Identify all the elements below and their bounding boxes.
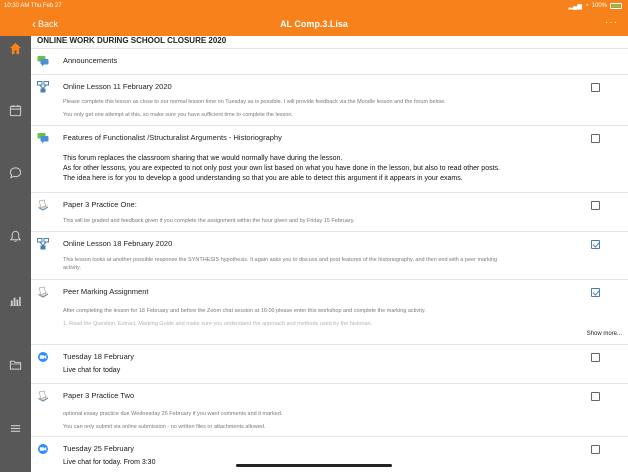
activity-announcements[interactable]: [31, 48, 628, 74]
chevron-left-icon: ‹: [32, 17, 36, 31]
activity-lesson-11-feb[interactable]: [31, 74, 628, 125]
activity-description: 1. Read the Question, Extract, Marking Guide and make sure you understand the approach and methods used by the historian.: [63, 321, 373, 327]
lesson-icon: [37, 80, 49, 92]
completion-checkbox[interactable]: [591, 392, 600, 401]
assignment-icon: [37, 198, 49, 210]
activity-description: You can only submit via online submission - no written files or attachments allowed.: [63, 424, 266, 430]
more-options-button[interactable]: ···: [605, 17, 618, 28]
calendar-icon[interactable]: [9, 104, 22, 117]
notifications-icon[interactable]: [9, 230, 22, 243]
forum-icon: [37, 54, 49, 66]
battery-percent: 100%: [591, 3, 607, 9]
activity-lesson-18-feb[interactable]: [31, 231, 628, 279]
messages-icon[interactable]: [9, 166, 22, 179]
completion-checkbox[interactable]: [591, 83, 600, 92]
back-label: Back: [38, 19, 59, 29]
activity-description: As for other lessons, you are expected to not only post your own list based on what you have done in the lesson, but also to read other posts.: [63, 165, 500, 172]
completion-checkbox[interactable]: [591, 201, 600, 210]
home-icon[interactable]: [9, 42, 22, 55]
nav-bar: [0, 12, 628, 36]
chat-icon: [37, 442, 49, 454]
show-more-link[interactable]: Show more...: [586, 331, 622, 337]
activity-title: Tuesday 18 February: [63, 352, 135, 361]
activity-description: This forum replaces the classroom sharing that we would normally have during the lesson.: [63, 155, 343, 162]
signal-icon: ▂▄▆: [568, 3, 583, 10]
sidebar: [0, 36, 31, 472]
activity-title: Online Lesson 11 February 2020: [63, 82, 172, 91]
activity-description: You only get one attempt at this, so make sure you have sufficient time to complete the lesson.: [63, 112, 293, 118]
activity-title: Peer Marking Assignment: [63, 287, 149, 296]
files-icon[interactable]: [9, 358, 22, 371]
activity-title: Paper 3 Practice Two: [63, 391, 135, 400]
activity-description: This lesson looks at another possible response the SYNTHESIS hypothesis. It again asks you to discuss and post features of the historiography, and then end with a peer marking: [63, 257, 498, 263]
assignment-icon: [37, 285, 49, 297]
completion-checkbox[interactable]: [591, 134, 600, 143]
activity-paper3-practice-one[interactable]: [31, 192, 628, 232]
completion-checkbox[interactable]: [591, 240, 600, 249]
activity-description: Please complete this lesson as close to our normal lesson time on Tuesday as is possible. I will provide feedback via the Moodle lesson and the forum below.: [63, 99, 446, 105]
activity-description: This will be graded and feedback given if you complete the assignment within the hour given and by Friday 15 February.: [63, 218, 355, 224]
lesson-icon: [37, 237, 49, 249]
activity-chat-18-feb[interactable]: [31, 344, 628, 383]
page-title: AL Comp.3.Lisa: [280, 19, 348, 29]
completion-checkbox[interactable]: [591, 288, 600, 297]
activity-description: Live chat for today. From 3:30: [63, 459, 156, 466]
activity-title: Paper 3 Practice One:: [63, 200, 137, 209]
activity-description: The idea here is for you to develop a good understanding so that you are able to detect this argument if it appears in your exams.: [63, 175, 463, 182]
activity-title: Tuesday 25 February: [63, 444, 135, 453]
wifi-icon: ◔: [585, 3, 589, 9]
battery-icon: [610, 3, 622, 9]
activity-title: Announcements: [63, 56, 118, 65]
course-content: [31, 36, 628, 472]
activity-peer-marking[interactable]: [31, 279, 628, 344]
activity-description: activity.: [63, 265, 81, 271]
activity-description: optional essay practice due Wednesday 26 February if you want comments and it marked.: [63, 411, 283, 417]
completion-checkbox[interactable]: [591, 353, 600, 362]
home-indicator[interactable]: [236, 464, 392, 467]
activity-title: Features of Functionalist /Structuralist Arguments - Historiography: [63, 133, 282, 142]
section-title: ONLINE WORK DURING SCHOOL CLOSURE 2020: [37, 36, 227, 45]
status-time: 10:30 AM Thu Feb 27: [4, 3, 62, 9]
status-bar: [0, 0, 628, 12]
activity-description: Live chat for today: [63, 367, 121, 374]
activity-description: After completing the lesson for 18 February and before the Zoom chat session at 16:00 please enter this workshop and complete the marking activity.: [63, 308, 426, 314]
assignment-icon: [37, 389, 49, 401]
chat-icon: [37, 350, 49, 362]
completion-checkbox[interactable]: [591, 445, 600, 454]
activity-paper3-practice-two[interactable]: [31, 383, 628, 436]
activity-title: Online Lesson 18 February 2020: [63, 239, 173, 248]
menu-icon[interactable]: [9, 422, 22, 435]
forum-icon: [37, 131, 49, 143]
grades-icon[interactable]: [9, 294, 22, 307]
